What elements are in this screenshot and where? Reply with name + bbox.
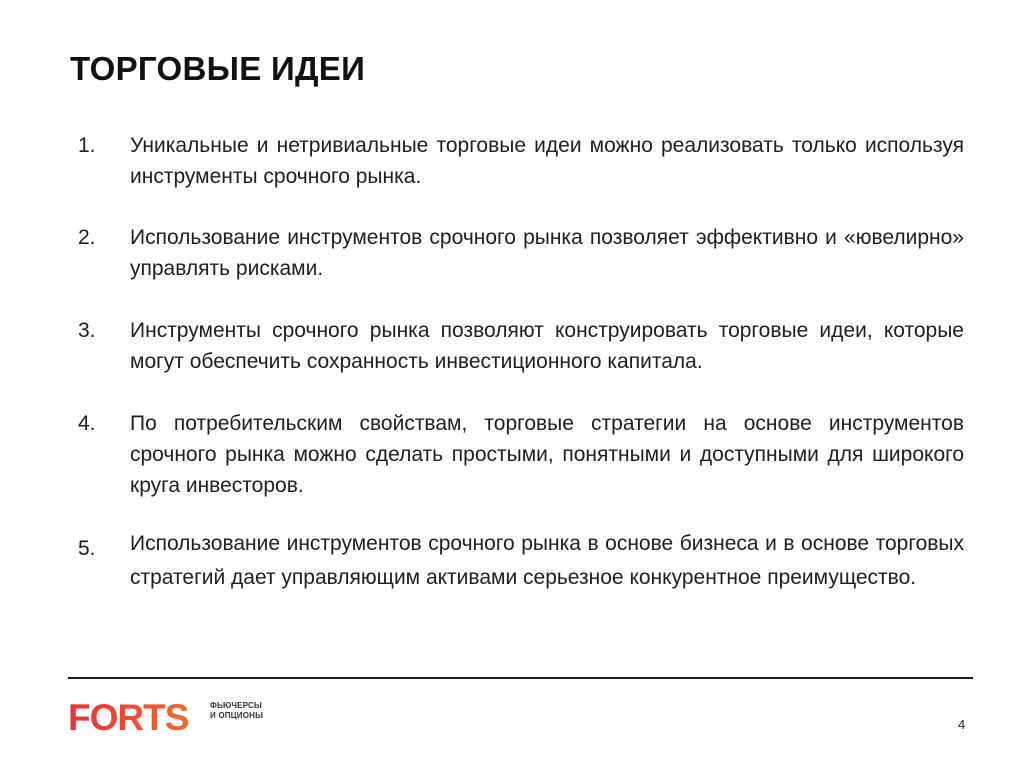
list-item-number: 2. xyxy=(78,226,96,249)
numbered-list xyxy=(78,130,964,595)
forts-logo-caption-line2: И ОПЦИОНЫ xyxy=(210,711,264,720)
list-item-text: Инструменты срочного рынка позволяют конструировать торговые идеи, которые могут обеспечить сохранность инвестиционного капитала. xyxy=(130,319,964,373)
list-item xyxy=(78,222,964,284)
list-item-number: 1. xyxy=(78,134,96,157)
list-item xyxy=(78,315,964,377)
list-item xyxy=(78,533,964,595)
slide-title: ТОРГОВЫЕ ИДЕИ xyxy=(70,50,366,87)
forts-logo xyxy=(68,699,263,735)
list-item-text: Использование инструментов срочного рынка в основе бизнеса и в основе торговых стратегий дает управляющим активами серьезное конкурентное преимущество. xyxy=(130,532,964,589)
list-item-text: По потребительским свойствам, торговые стратегии на основе инструментов срочного рынка можно сделать простыми, понятными и доступными для широкого круга инвесторов. xyxy=(130,412,964,497)
list-item-number: 3. xyxy=(78,319,96,342)
list-item-number: 4. xyxy=(78,412,96,435)
forts-logo-caption-line1: ФЬЮЧЕРСЫ xyxy=(210,701,263,710)
list-item-text: Использование инструментов срочного рынка позволяет эффективно и «ювелирно» управлять рисками. xyxy=(130,226,964,280)
forts-logo-text: FORTS xyxy=(68,699,189,735)
footer-divider xyxy=(68,677,973,679)
list-item-number: 5. xyxy=(78,537,96,560)
list-item xyxy=(78,130,964,192)
forts-logo-caption xyxy=(210,701,263,721)
forts-logo-mark xyxy=(68,699,204,735)
list-item-text: Уникальные и нетривиальные торговые идеи можно реализовать только используя инструменты срочного рынка. xyxy=(130,134,964,188)
page-number: 4 xyxy=(958,717,966,732)
list-item xyxy=(78,408,964,501)
